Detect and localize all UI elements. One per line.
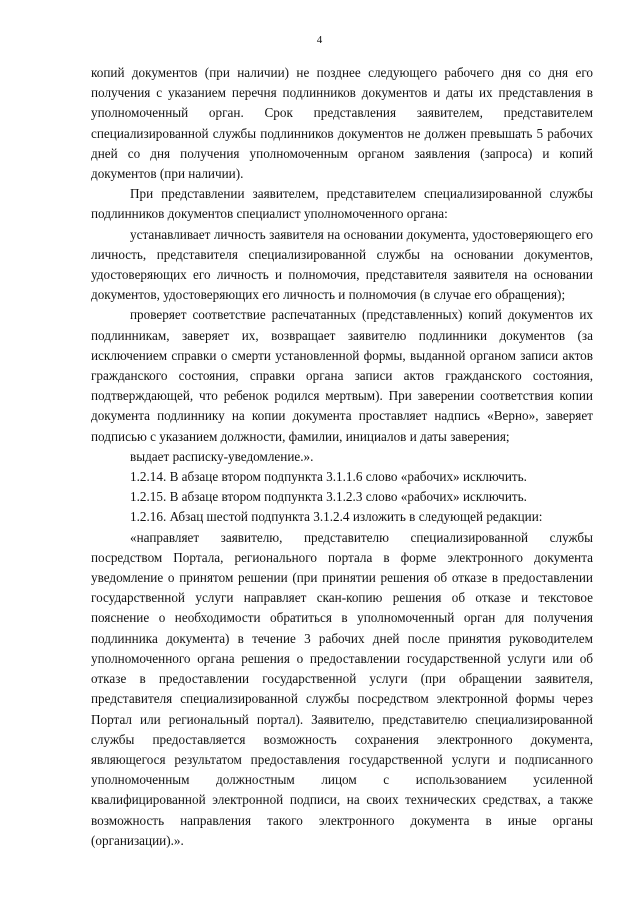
paragraph: 1.2.16. Абзац шестой подпункта 3.1.2.4 изложить в следующей редакции: <box>130 509 543 525</box>
paragraph: выдает расписку-уведомление.». <box>130 448 314 464</box>
paragraph: копий документов (при наличии) не позднее следующего рабочего дня со дня его получения с указанием перечня подлинников документов и даты их представления в уполномоченный орган. Срок представления заявителем, представителем специализированной службы подлинников документов не должен превышать 5 рабочих дней со дня получения уполномоченным органом заявления (запроса) и копий документов (при наличии). <box>91 65 593 182</box>
document-body <box>91 63 593 851</box>
paragraph: устанавливает личность заявителя на основании документа, удостоверяющего его личность, представителя специализированной службы на основании документов, удостоверяющих его личность и полномочия, представителя заявителя на основании документов, удостоверяющих его личность и полномочия (в случае его обращения); <box>91 226 593 303</box>
paragraph: При представлении заявителем, представителем специализированной службы подлинников документов специалист уполномоченного органа: <box>91 186 593 222</box>
paragraph: 1.2.14. В абзаце втором подпункта 3.1.1.6 слово «рабочих» исключить. <box>130 469 527 485</box>
paragraph: проверяет соответствие распечатанных (представленных) копий документов их подлинникам, заверяет их, возвращает заявителю подлинники документов (за исключением справки о смерти установленной формы, выданной органом записи актов гражданского состояния, справки органа записи актов гражданского состояния, подтверждающей, что ребенок родился мертвым). При заверении соответствия копии документа подлиннику на копии документа проставляет надпись «Верно», заверяет подписью с указанием должности, фамилии, инициалов и даты заверения; <box>91 307 593 444</box>
paragraph: 1.2.15. В абзаце втором подпункта 3.1.2.3 слово «рабочих» исключить. <box>130 489 527 505</box>
paragraph: «направляет заявителю, представителю специализированной службы посредством Портала, регионального портала в форме электронного документа уведомление о принятом решении (при принятии решения об отказе в предоставлении государственной услуги направляет скан-копию решения об отказе и текстовое пояснение о необходимости обратиться в уполномоченный орган для получения подлинника документа) в течение 3 рабочих дней после принятия руководителем уполномоченного органа решения о предоставлении государственной услуги или об отказе в предоставлении государственной услуги (при обращении заявителя, представителя специализированной службы посредством электронной формы через Портал или региональный портал). Заявителю, представителю специализированной службы предоставляется возможность сохранения электронного документа, являющегося результатом предоставления государственной услуги и подписанного уполномоченным должностным лицом с использованием усиленной квалифицированной электронной подписи, на своих технических средствах, а также возможность направления такого электронного документа в иные органы (организации).». <box>91 529 593 848</box>
page-number: 4 <box>316 34 323 46</box>
